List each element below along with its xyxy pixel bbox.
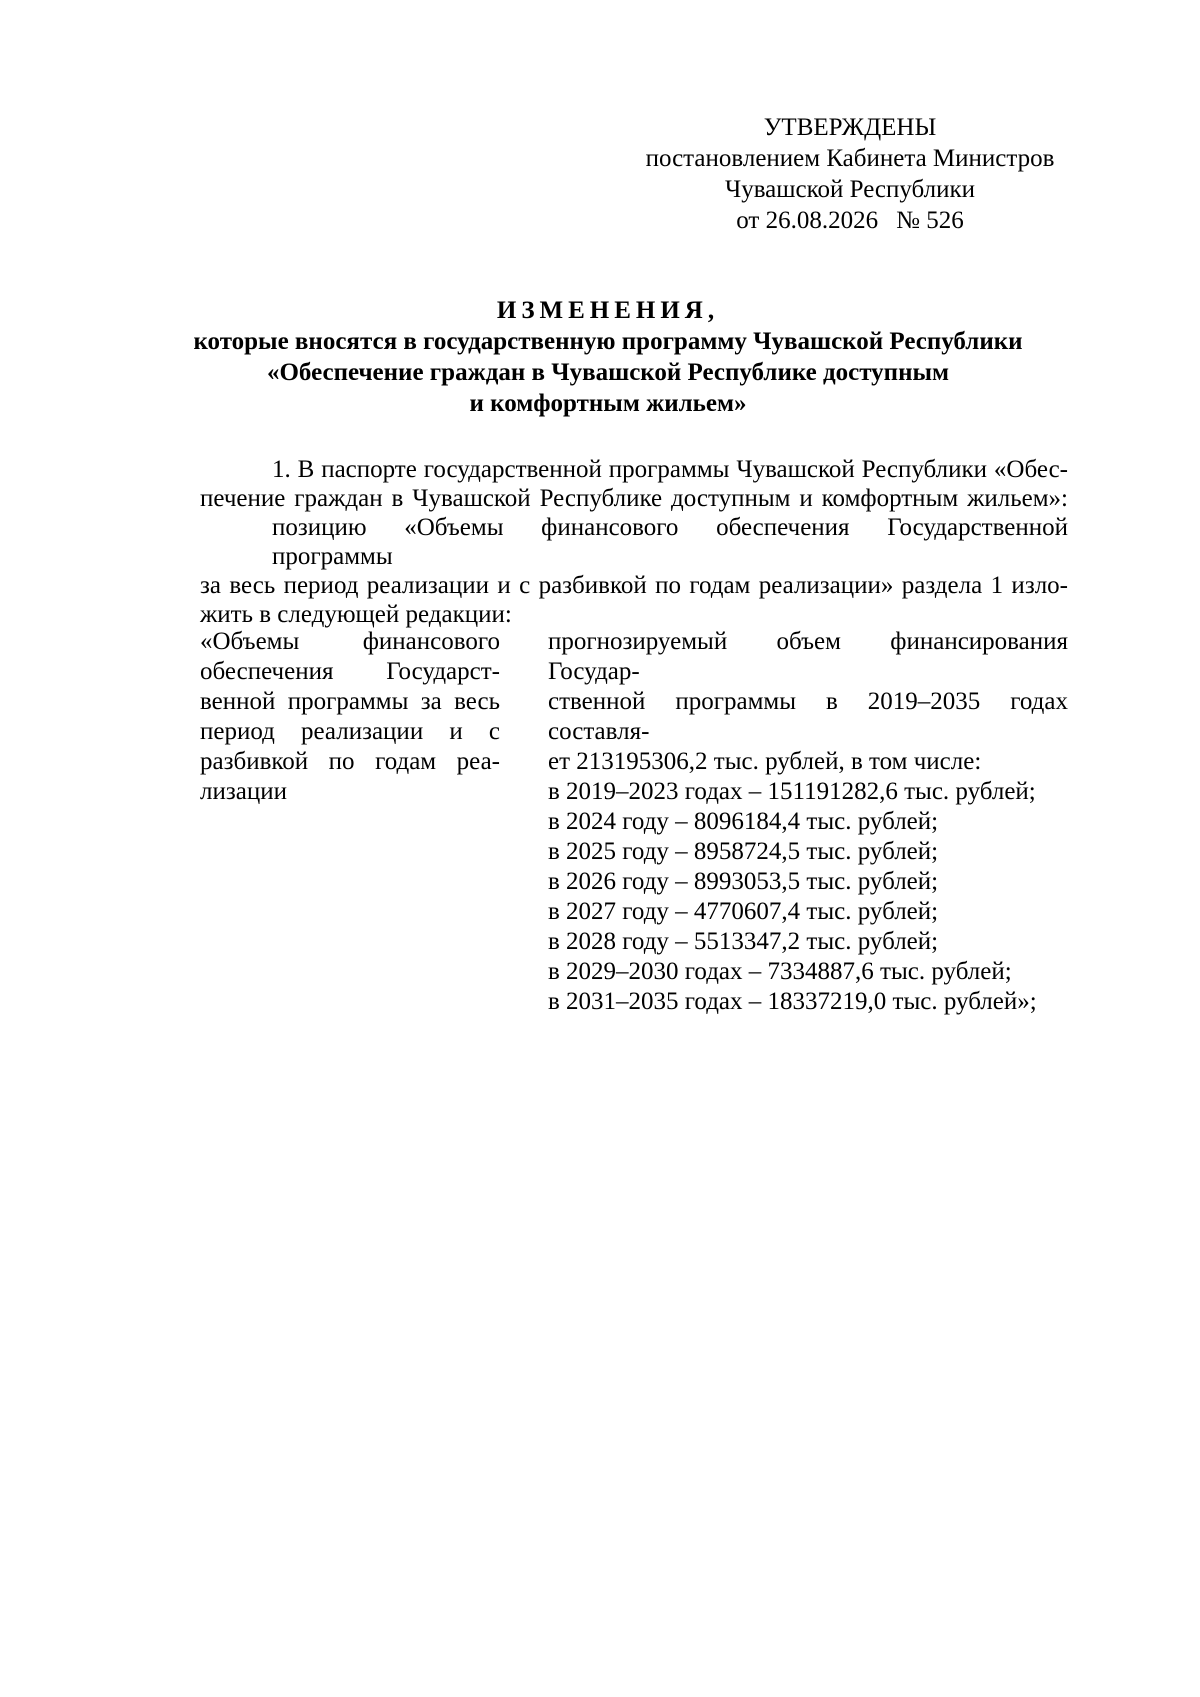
document-heading [150,295,1066,419]
left-cell-line: разбивкой по годам реа- [200,748,500,775]
approval-number: № 526 [896,207,964,234]
approval-title: УТВЕРЖДЕНЫ [763,114,937,141]
left-cell-line: лизации [200,778,287,805]
right-cell-line: в 2031–2035 годах – 18337219,0 тыс. рублей»; [548,988,1037,1015]
right-cell-line: прогнозируемый объем финансирования Государ- [548,628,1068,685]
approval-republic: Чувашской Республики [724,176,976,203]
left-cell-line: «Объемы финансового [200,628,500,655]
right-cell-line: в 2028 году – 5513347,2 тыс. рублей; [548,928,939,955]
paragraph-2-line-3: жить в следующей редакции: [200,601,512,628]
left-cell-line: период реализации и с [200,718,500,745]
right-cell-line: ственной программы в 2019–2035 годах составля- [548,688,1068,745]
heading-subtitle-line-2: «Обеспечение граждан в Чувашской Республике доступным [266,359,950,386]
right-cell-line: в 2027 году – 4770607,4 тыс. рублей; [548,898,939,925]
approval-block [640,112,1060,236]
table-left-cell [200,627,500,807]
heading-subtitle-line-3: и комфортным жильем» [469,390,747,417]
table-right-cell [548,627,1068,1017]
right-cell-line: в 2024 году – 8096184,4 тыс. рублей; [548,808,939,835]
approval-date-number [640,205,1060,236]
paragraph-2-line-1: позицию «Объемы финансового обеспечения Государственной программы [272,514,1068,570]
right-cell-line: в 2025 году – 8958724,5 тыс. рублей; [548,838,939,865]
heading-title: ИЗМЕНЕНИЯ, [496,297,720,324]
right-cell-line: в 2026 году – 8993053,5 тыс. рублей; [548,868,939,895]
approval-authority: постановлением Кабинета Министров [645,145,1055,172]
right-cell-line: в 2029–2030 годах – 7334887,6 тыс. рублей; [548,958,1012,985]
left-cell-line: обеспечения Государст- [200,658,500,685]
approval-date: от 26.08.2026 [736,207,879,234]
right-cell-line: ет 213195306,2 тыс. рублей, в том числе: [548,748,982,775]
right-cell-line: в 2019–2023 годах – 151191282,6 тыс. рублей; [548,778,1036,805]
paragraph-1-line-1: 1. В паспорте государственной программы Чувашской Республики «Обес- [272,456,1068,483]
paragraph-1-line-2: печение граждан в Чувашской Республике доступным и комфортным жильем»: [200,485,1068,512]
heading-subtitle-line-1: которые вносятся в государственную программу Чувашской Республики [193,328,1023,355]
left-cell-line: венной программы за весь [200,688,500,715]
body-paragraphs [200,455,1068,629]
paragraph-2-line-2: за весь период реализации и с разбивкой по годам реализации» раздела 1 изло- [200,572,1068,599]
